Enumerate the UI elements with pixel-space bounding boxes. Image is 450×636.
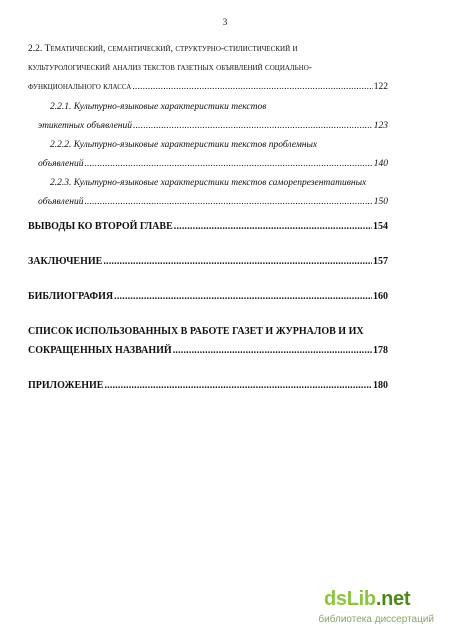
- toc-subsection-2-2-1: [28, 98, 388, 136]
- toc-leader-dots: [173, 341, 372, 360]
- toc-section-2-2-line1: [28, 40, 388, 59]
- watermark-logo-domain: .net: [375, 588, 411, 610]
- toc-section-title-line1: Тематический, семантический, структурно-стилистический и: [44, 44, 298, 54]
- toc-leader-dots: [133, 117, 373, 136]
- watermark-logo: [324, 588, 410, 611]
- toc-entry-conclusion: [28, 252, 388, 271]
- toc-subsection-head: 2.2.2. Культурно-языковые характеристики текстов проблемных: [50, 140, 318, 150]
- toc-page-number: 150: [373, 197, 388, 207]
- toc-leader-dots: [114, 287, 372, 306]
- toc-entry-label: БИБЛИОГРАФИЯ: [28, 291, 114, 302]
- watermark-tagline: библиотека диссертаций: [318, 614, 434, 625]
- toc-subsection-2-2-3: [28, 174, 388, 212]
- toc-entry-line: [28, 217, 388, 236]
- toc-entry-head: СПИСОК ИСПОЛЬЗОВАННЫХ В РАБОТЕ ГАЗЕТ И ЖУРНАЛОВ И ИХ: [28, 326, 364, 337]
- toc-entry-line: [28, 252, 388, 271]
- toc-page-number: 157: [373, 256, 388, 267]
- toc-entry-line: [28, 287, 388, 306]
- toc-subsection-2-2-2: [28, 136, 388, 174]
- toc-entry-line: [28, 376, 388, 395]
- table-of-contents: [28, 40, 388, 395]
- toc-leader-dots: [104, 376, 372, 395]
- watermark: [284, 588, 434, 628]
- toc-entry-label: ЗАКЛЮЧЕНИЕ: [28, 256, 103, 267]
- toc-subsection-line: [28, 155, 388, 174]
- toc-leader-dots: [174, 217, 372, 236]
- toc-subsection-tail: этикетных объявлений: [38, 121, 133, 131]
- toc-section-title-line3: [28, 78, 388, 97]
- toc-leader-dots: [84, 193, 372, 212]
- toc-subsection-head: 2.2.3. Культурно-языковые характеристики текстов саморепрезентативных: [50, 178, 367, 188]
- toc-entry-conclusions-chapter-2: [28, 217, 388, 236]
- toc-section-title-tail: функционального класса: [28, 82, 132, 92]
- toc-leader-dots: [132, 78, 372, 97]
- toc-entry-label: СОКРАЩЕННЫХ НАЗВАНИЙ: [28, 345, 172, 356]
- watermark-logo-main: dsLib: [324, 588, 376, 610]
- toc-subsection-head: 2.2.1. Культурно-языковые характеристики текстов: [50, 102, 267, 112]
- toc-section-2-2: [28, 40, 388, 97]
- toc-subsection-tail: объявлений: [38, 159, 84, 169]
- toc-section-number: 2.2.: [28, 44, 43, 54]
- toc-entry-line: [28, 341, 388, 360]
- toc-page-number: 123: [373, 121, 388, 131]
- toc-page-number: 140: [373, 159, 388, 169]
- toc-leader-dots: [103, 252, 372, 271]
- toc-entry-appendix: [28, 376, 388, 395]
- toc-entry-newspaper-list: [28, 322, 388, 360]
- toc-entry-bibliography: [28, 287, 388, 306]
- toc-subsection-line: [28, 193, 388, 212]
- toc-page-number: 154: [373, 221, 388, 232]
- toc-entry-label: ВЫВОДЫ КО ВТОРОЙ ГЛАВЕ: [28, 221, 173, 232]
- toc-section-title-line2: культурологический анализ текстов газетных объявлений социально-: [28, 63, 312, 73]
- toc-entry-label: ПРИЛОЖЕНИЕ: [28, 380, 104, 391]
- toc-page-number: 180: [373, 380, 388, 391]
- toc-page-number: 160: [373, 291, 388, 302]
- page-number: 3: [222, 17, 228, 27]
- toc-subsection-line: [28, 117, 388, 136]
- toc-subsection-tail: объявлений: [38, 197, 84, 207]
- toc-page-number: 178: [373, 345, 388, 356]
- toc-leader-dots: [84, 155, 372, 174]
- toc-page-number: 122: [373, 82, 388, 92]
